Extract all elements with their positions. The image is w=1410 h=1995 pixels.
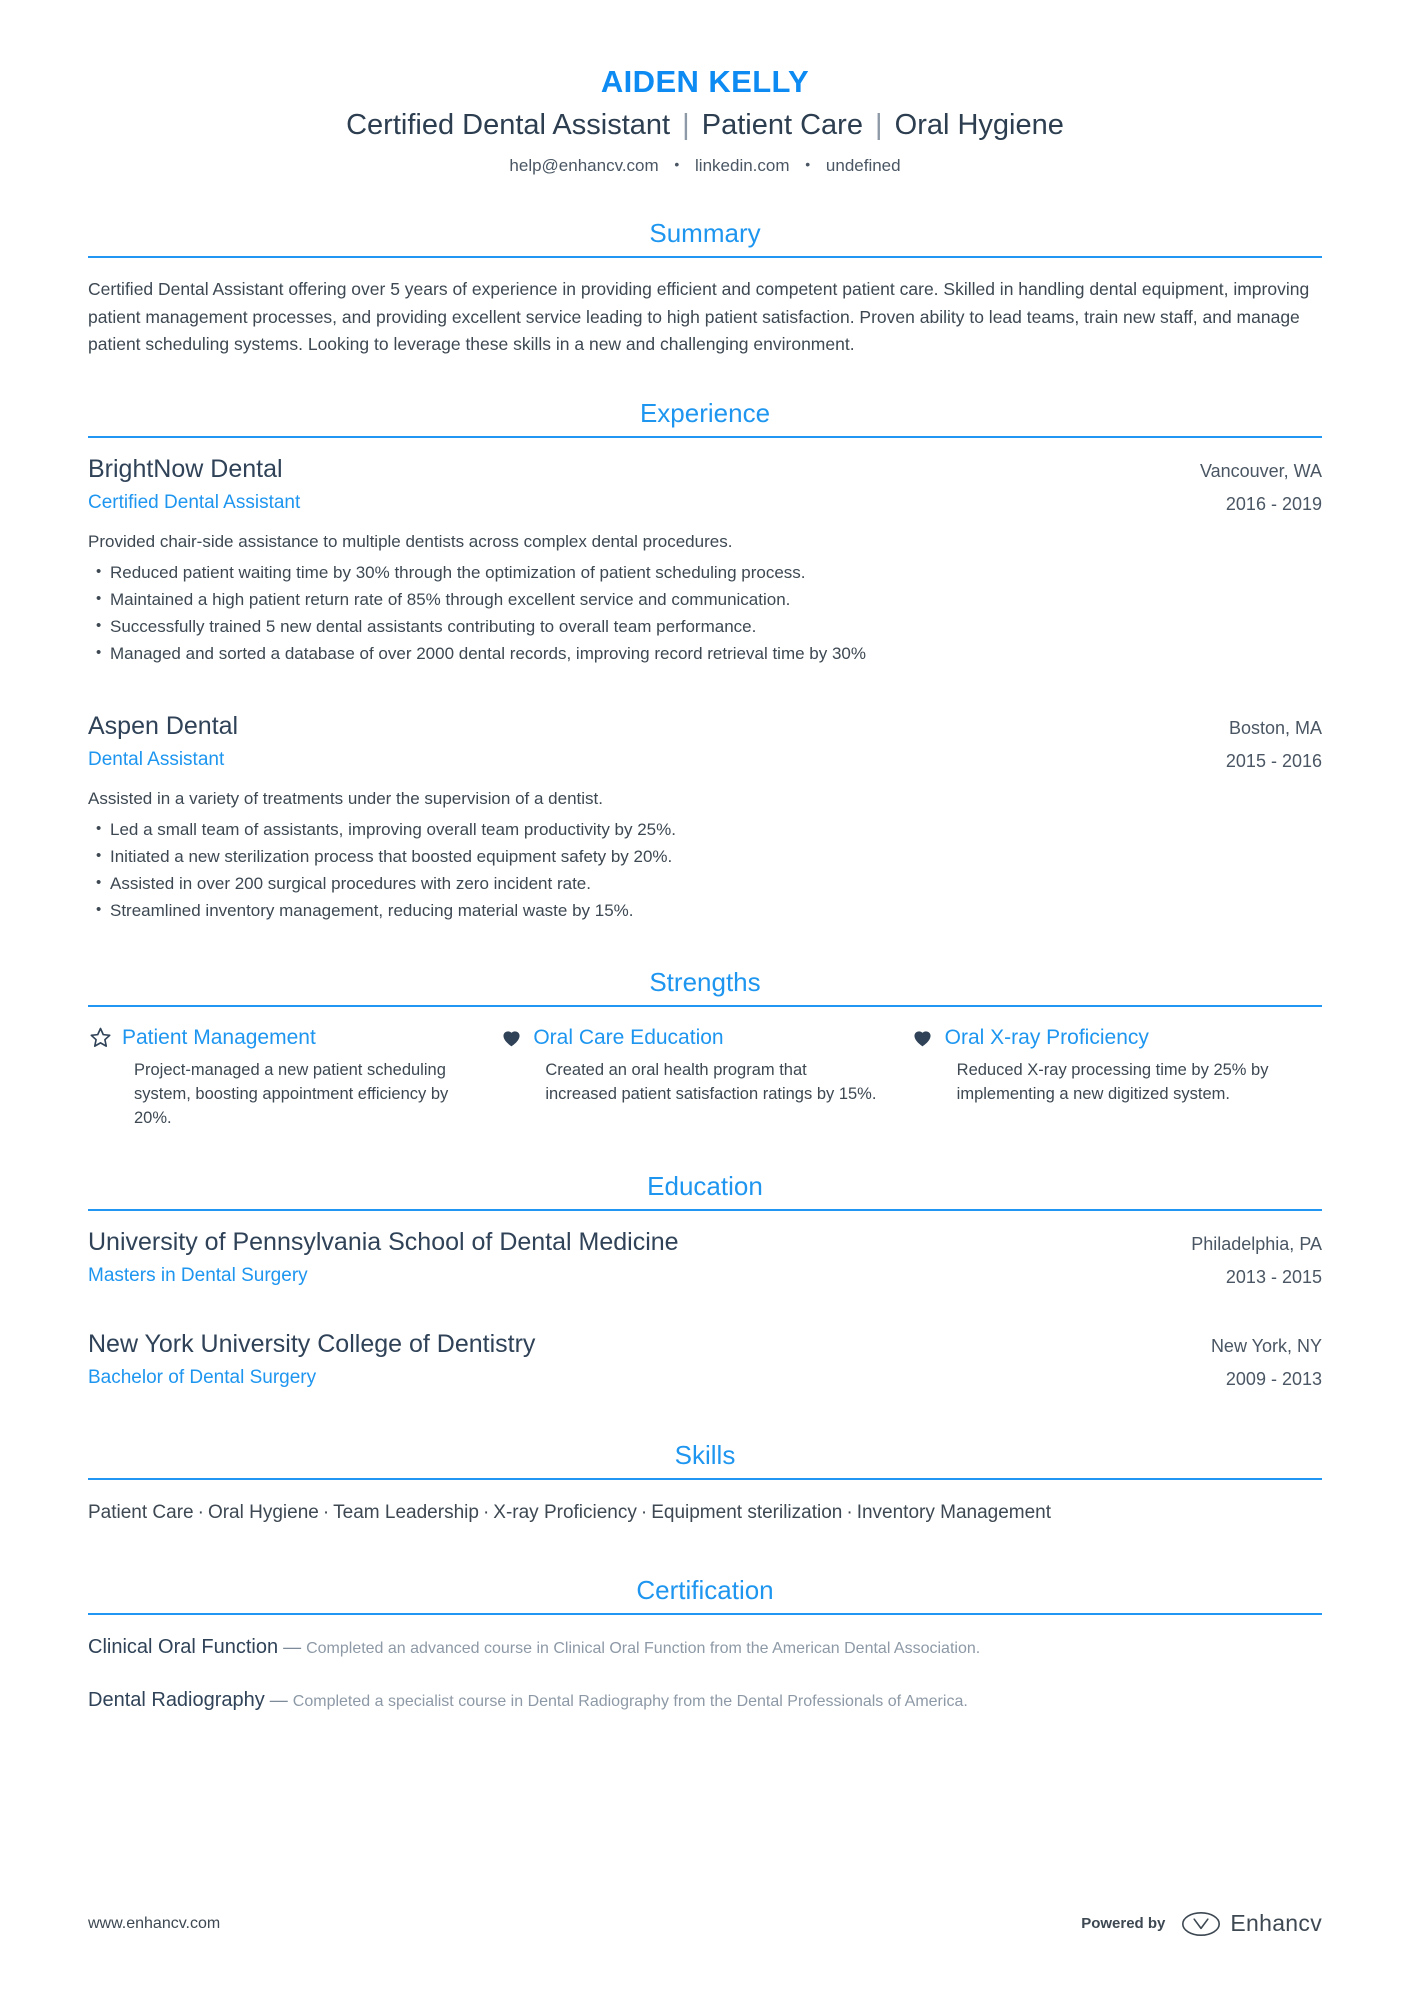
contact-separator-icon: •	[805, 156, 811, 172]
education-institution: University of Pennsylvania School of Dental Medicine	[88, 1227, 679, 1256]
section-summary	[88, 217, 1322, 359]
skill-item: Inventory Management	[856, 1501, 1052, 1523]
experience-entry	[88, 452, 1322, 667]
certification-name: Dental Radiography	[88, 1688, 265, 1711]
certification-name: Clinical Oral Function	[88, 1635, 279, 1658]
education-entry	[88, 1327, 1322, 1395]
skill-separator: ·	[482, 1501, 490, 1523]
certification-description: Completed an advanced course in Clinical Oral Function from the American Dental Association.	[306, 1639, 981, 1657]
experience-entry	[88, 709, 1322, 924]
section-title-strengths: Strengths	[649, 966, 761, 997]
experience-role: Dental Assistant	[88, 748, 225, 770]
experience-location: Boston, MA	[1228, 717, 1322, 738]
candidate-name: AIDEN KELLY	[600, 64, 810, 99]
enhancv-mark-icon	[1181, 1911, 1221, 1937]
experience-dates: 2015 - 2016	[1225, 750, 1322, 771]
experience-description: Assisted in a variety of treatments under the supervision of a dentist.	[88, 788, 603, 808]
certification-item	[88, 1686, 1322, 1716]
certification-dash: —	[283, 1636, 302, 1657]
heart-filled-icon	[911, 1026, 935, 1050]
section-title-summary: Summary	[649, 218, 761, 248]
strength-description: Reduced X-ray processing time by 25% by implementing a new digitized system.	[956, 1060, 1269, 1103]
experience-bullet-list	[88, 816, 1322, 924]
experience-description: Provided chair-side assistance to multiple dentists across complex dental procedures.	[88, 531, 733, 551]
strength-name: Oral X-ray Proficiency	[944, 1025, 1149, 1049]
certification-description: Completed a specialist course in Dental Radiography from the Dental Professionals of America.	[292, 1692, 968, 1710]
skill-item: Team Leadership	[333, 1501, 479, 1523]
skill-item: Equipment sterilization	[651, 1501, 843, 1523]
section-education	[88, 1170, 1322, 1395]
skill-separator: ·	[322, 1501, 330, 1523]
powered-by-label: Powered by	[1081, 1915, 1166, 1932]
experience-dates: 2016 - 2019	[1225, 493, 1322, 514]
strength-item	[911, 1023, 1322, 1130]
resume-header	[88, 62, 1322, 177]
education-institution: New York University College of Dentistry	[88, 1329, 536, 1358]
footer-branding	[1081, 1910, 1322, 1937]
contact-separator-icon: •	[674, 156, 680, 172]
education-entry	[88, 1225, 1322, 1293]
experience-role: Certified Dental Assistant	[88, 491, 301, 513]
skill-separator: ·	[640, 1501, 648, 1523]
heart-filled-icon	[499, 1026, 523, 1050]
strength-description: Created an oral health program that increased patient satisfaction ratings by 15%.	[545, 1060, 877, 1103]
skill-item: X-ray Proficiency	[493, 1501, 637, 1523]
contact-email[interactable]: help@enhancv.com	[509, 156, 659, 175]
candidate-headline	[88, 104, 1322, 146]
star-outline-icon	[88, 1026, 112, 1050]
education-dates: 2013 - 2015	[1225, 1266, 1322, 1287]
experience-location: Vancouver, WA	[1199, 460, 1322, 481]
experience-bullet: • Managed and sorted a database of over 2000 dental records, improving record retrieval time by 30%	[88, 640, 1322, 667]
strength-name: Patient Management	[122, 1025, 316, 1049]
contact-extra[interactable]: undefined	[825, 156, 901, 175]
experience-bullet: • Led a small team of assistants, improving overall team productivity by 25%.	[88, 816, 1322, 843]
experience-bullet: • Successfully trained 5 new dental assistants contributing to overall team performance.	[88, 613, 1322, 640]
skill-item: Oral Hygiene	[207, 1501, 319, 1523]
experience-organization: BrightNow Dental	[88, 454, 283, 483]
section-certification	[88, 1574, 1322, 1716]
summary-text: Certified Dental Assistant offering over 5 years of experience in providing efficient and competent patient care. Skilled in handling dental equipment, improving patient management processes, and providing excellent service leading to high patient satisfaction. Proven ability to lead teams, train new staff, and manage patient scheduling systems. Looking to leverage these skills in a new and challenging environment.	[88, 279, 1310, 354]
education-degree: Bachelor of Dental Surgery	[88, 1366, 317, 1388]
strengths-grid	[88, 1023, 1322, 1130]
skill-item: Patient Care	[88, 1501, 194, 1523]
headline-part-0: Certified Dental Assistant	[346, 109, 671, 141]
section-title-skills: Skills	[674, 1439, 736, 1470]
headline-part-1: Patient Care	[701, 109, 863, 141]
skill-separator: ·	[846, 1501, 853, 1523]
experience-bullet: • Maintained a high patient return rate of 85% through excellent service and communication.	[88, 586, 1322, 613]
resume-footer	[88, 1910, 1322, 1937]
contact-line	[88, 153, 1322, 177]
experience-bullet: • Reduced patient waiting time by 30% through the optimization of patient scheduling process.	[88, 559, 1322, 586]
headline-part-2: Oral Hygiene	[894, 109, 1064, 141]
education-dates: 2009 - 2013	[1225, 1368, 1322, 1389]
skills-list	[88, 1496, 1322, 1530]
experience-bullet: • Streamlined inventory management, reducing material waste by 15%.	[88, 897, 1322, 924]
strength-item	[499, 1023, 910, 1130]
strength-description: Project-managed a new patient scheduling system, boosting appointment efficiency by 20%.	[134, 1060, 449, 1127]
certification-dash: —	[269, 1689, 288, 1710]
education-degree: Masters in Dental Surgery	[88, 1264, 308, 1286]
experience-bullet: • Initiated a new sterilization process that boosted equipment safety by 20%.	[88, 843, 1322, 870]
spacer	[88, 675, 1322, 709]
section-title-experience: Experience	[639, 397, 771, 428]
experience-bullet: • Assisted in over 200 surgical procedures with zero incident rate.	[88, 870, 1322, 897]
spacer	[88, 1301, 1322, 1327]
enhancv-wordmark: Enhancv	[1230, 1910, 1322, 1936]
footer-website-url[interactable]: www.enhancv.com	[88, 1914, 221, 1932]
headline-separator: |	[682, 109, 690, 141]
section-strengths	[88, 966, 1322, 1130]
section-experience	[88, 397, 1322, 924]
section-title-education: Education	[647, 1170, 763, 1201]
education-location: New York, NY	[1210, 1335, 1322, 1356]
section-skills	[88, 1439, 1322, 1530]
headline-separator: |	[875, 109, 883, 141]
strength-name: Oral Care Education	[533, 1025, 724, 1049]
experience-organization: Aspen Dental	[88, 711, 239, 740]
experience-bullet-list	[88, 559, 1322, 667]
section-title-certification: Certification	[636, 1574, 774, 1605]
skill-separator: ·	[197, 1501, 204, 1523]
certification-item	[88, 1633, 1322, 1663]
education-location: Philadelphia, PA	[1191, 1233, 1322, 1254]
contact-linkedin[interactable]: linkedin.com	[695, 156, 790, 175]
strength-item	[88, 1023, 499, 1130]
enhancv-logo	[1181, 1910, 1322, 1937]
